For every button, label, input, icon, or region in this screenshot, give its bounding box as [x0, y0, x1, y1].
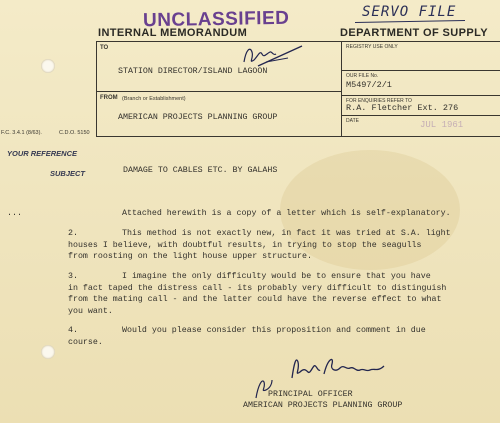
paragraph-4-number: 4. [68, 326, 78, 335]
our-file-label: OUR FILE No. [346, 73, 379, 79]
registry-label: REGISTRY USE ONLY [346, 44, 398, 50]
from-label: FROM [100, 95, 118, 101]
subject-value: DAMAGE TO CABLES ETC. BY GALAHS [123, 166, 278, 175]
department-header: DEPARTMENT OF SUPPLY [340, 27, 488, 39]
margin-dots: ... [7, 209, 22, 218]
body-line: from the mating call - and the latter could have the reverse effect to what [68, 295, 442, 304]
file-divider [341, 95, 500, 96]
body-line: This method is not exactly new, in fact it was tried at S.A. light [122, 229, 451, 238]
subject-label: SUBJECT [50, 169, 86, 178]
cdo-code: C.D.O. 5150 [59, 130, 90, 136]
registry-divider [341, 70, 500, 71]
body-line: I imagine the only difficulty would be to ensure that you have [122, 272, 431, 281]
body-line: in fact taped the distress call - its probably very difficult to distinguish [68, 283, 447, 293]
punch-hole [41, 59, 55, 73]
handwritten-file-note: SERVO FILE [362, 4, 457, 20]
memo-header-title: INTERNAL MEMORANDUM [98, 27, 248, 39]
to-from-divider [96, 91, 341, 92]
signatory-title: PRINCIPAL OFFICER [268, 390, 353, 399]
paragraph-2-number: 2. [68, 229, 78, 238]
enquiries-label: FOR ENQUIRIES REFER TO [346, 98, 412, 104]
handwritten-signature [284, 350, 394, 386]
classification-stamp: UNCLASSIFIED [142, 7, 290, 32]
body-line: course. [68, 337, 103, 347]
date-stamp: JUL 1961 [420, 120, 464, 130]
enquiry-divider [341, 115, 500, 116]
initials-signature [236, 40, 306, 72]
body-line: houses I believe, with doubtful results, in trying to stop the seagulls [68, 240, 422, 250]
form-divider-rule [341, 41, 342, 136]
from-value: AMERICAN PROJECTS PLANNING GROUP [118, 113, 278, 122]
date-label: DATE [346, 118, 359, 124]
to-label: TO [100, 45, 109, 51]
form-code: F.C. 3.4.1 (8/63). [1, 130, 42, 136]
form-bottom-rule [96, 136, 500, 137]
punch-hole [41, 345, 55, 359]
your-reference-label: YOUR REFERENCE [7, 149, 78, 158]
signatory-org: AMERICAN PROJECTS PLANNING GROUP [243, 401, 403, 410]
to-value: STATION DIRECTOR/ISLAND LAGOON [118, 67, 268, 76]
handwritten-underline [355, 20, 465, 23]
from-sublabel: (Branch or Establishment) [122, 96, 186, 102]
our-file-value: M5497/2/1 [346, 80, 392, 90]
body-paragraph-1: Attached herewith is a copy of a letter which is self-explanatory. [122, 209, 451, 218]
paragraph-3-number: 3. [68, 272, 78, 281]
form-left-rule [96, 41, 97, 136]
enquiries-value: R.A. Fletcher Ext. 276 [346, 103, 459, 113]
body-line: Would you please consider this proposition and comment in due [122, 326, 426, 335]
body-line: from roosting on the light house upper structure. [68, 252, 312, 261]
body-line: you want. [68, 306, 113, 316]
